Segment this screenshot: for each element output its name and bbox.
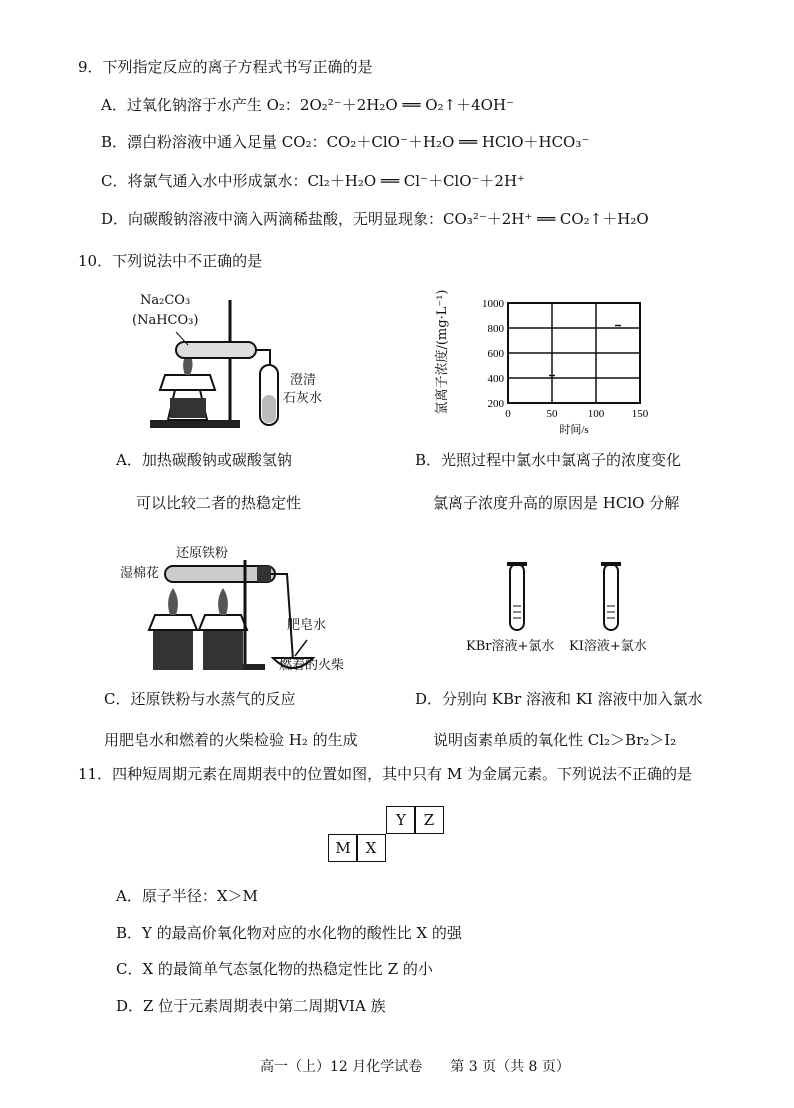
q11-option-c: C．X 的最简单气态氢化物的热稳定性比 Z 的小 (116, 960, 433, 978)
figb-ylabel: 氯离子浓度/(mg·L⁻¹) (435, 289, 450, 415)
q9-option-d: D．向碳酸钠溶液中滴入两滴稀盐酸，无明显现象：CO₃²⁻＋2H⁺ ══ CO₂↑＋H₂O (101, 210, 649, 228)
q9-option-b: B．漂白粉溶液中通入足量 CO₂：CO₂＋ClO⁻＋H₂O ══ HClO＋HCO₃⁻ (101, 133, 590, 151)
figd-caption-1: D．分别向 KBr 溶液和 KI 溶液中加入氯水 (415, 690, 703, 708)
figa-reagent-na2co3: Na₂CO₃ (140, 293, 191, 308)
q9-option-a: A．过氧化钠溶于水产生 O₂：2O₂²⁻＋2H₂O ══ O₂↑＋4OH⁻ (101, 96, 514, 114)
figc-caption-2: 用肥皂水和燃着的火柴检验 H₂ 的生成 (104, 731, 358, 749)
chart-ytick-label: 800 (487, 323, 504, 335)
chart-ytick-label: 200 (487, 398, 504, 410)
chart-xlabel: 时间/s (559, 424, 589, 436)
kbr-test-tube (507, 562, 527, 634)
chart-xtick-label: 50 (546, 408, 558, 420)
chart-xtick-label: 0 (505, 408, 511, 420)
figd-caption-2: 说明卤素单质的氧化性 Cl₂＞Br₂＞I₂ (433, 731, 677, 749)
figa-label-lime-water-1: 澄清 (290, 373, 317, 388)
periodic-cell-m: M (328, 834, 358, 862)
figc-label-soap-water: 肥皂水 (287, 618, 327, 633)
figc-label-iron-powder: 还原铁粉 (176, 546, 229, 561)
periodic-cell-z: Z (414, 806, 444, 834)
chart-xtick-label: 100 (587, 408, 605, 420)
figc-label-wet-cotton: 湿棉花 (120, 566, 160, 581)
figc-label-burning-match: 燃着的火柴 (279, 658, 345, 673)
q11-option-d: D．Z 位于元素周期表中第二周期VIA 族 (116, 997, 386, 1015)
q11-stem: 11．四种短周期元素在周期表中的位置如图，其中只有 M 为金属元素。下列说法不正确的是 (78, 765, 692, 783)
figa-reagent-nahco3: (NaHCO₃) (132, 313, 199, 328)
figa-caption-1: A．加热碳酸钠或碳酸氢钠 (116, 451, 292, 469)
q11-option-a: A．原子半径：X＞M (116, 887, 258, 905)
figa-caption-2: 可以比较二者的热稳定性 (136, 494, 302, 512)
chart-ytick-label: 1000 (482, 298, 504, 310)
figd-label-kbr: KBr溶液+氯水 (466, 639, 555, 654)
q9-option-c: C．将氯气通入水中形成氯水：Cl₂＋H₂O ══ Cl⁻＋ClO⁻＋2H⁺ (101, 172, 525, 190)
chart-ytick-label: 600 (487, 348, 504, 360)
figd-label-ki: KI溶液+氯水 (569, 639, 647, 654)
chloride-concentration-chart (450, 285, 670, 445)
figa-label-lime-water-2: 石灰水 (283, 391, 323, 406)
q9-stem: 9．下列指定反应的离子方程式书写正确的是 (78, 58, 373, 76)
q11-option-b: B．Y 的最高价氧化物对应的水化物的酸性比 X 的强 (116, 924, 462, 942)
page-footer: 高一（上）12 月化学试卷 第 3 页（共 8 页） (260, 1059, 570, 1075)
figb-caption-1: B．光照过程中氯水中氯离子的浓度变化 (415, 451, 682, 469)
figb-caption-2: 氯离子浓度升高的原因是 HClO 分解 (433, 494, 680, 512)
periodic-cell-x: X (356, 834, 386, 862)
ki-test-tube (601, 562, 621, 634)
heating-apparatus-figure (140, 290, 310, 440)
figc-caption-1: C．还原铁粉与水蒸气的反应 (104, 690, 296, 708)
chart-xtick-label: 150 (631, 408, 649, 420)
q10-stem: 10．下列说法中不正确的是 (78, 252, 263, 270)
periodic-cell-y: Y (386, 806, 416, 834)
chart-ytick-label: 400 (487, 373, 504, 385)
